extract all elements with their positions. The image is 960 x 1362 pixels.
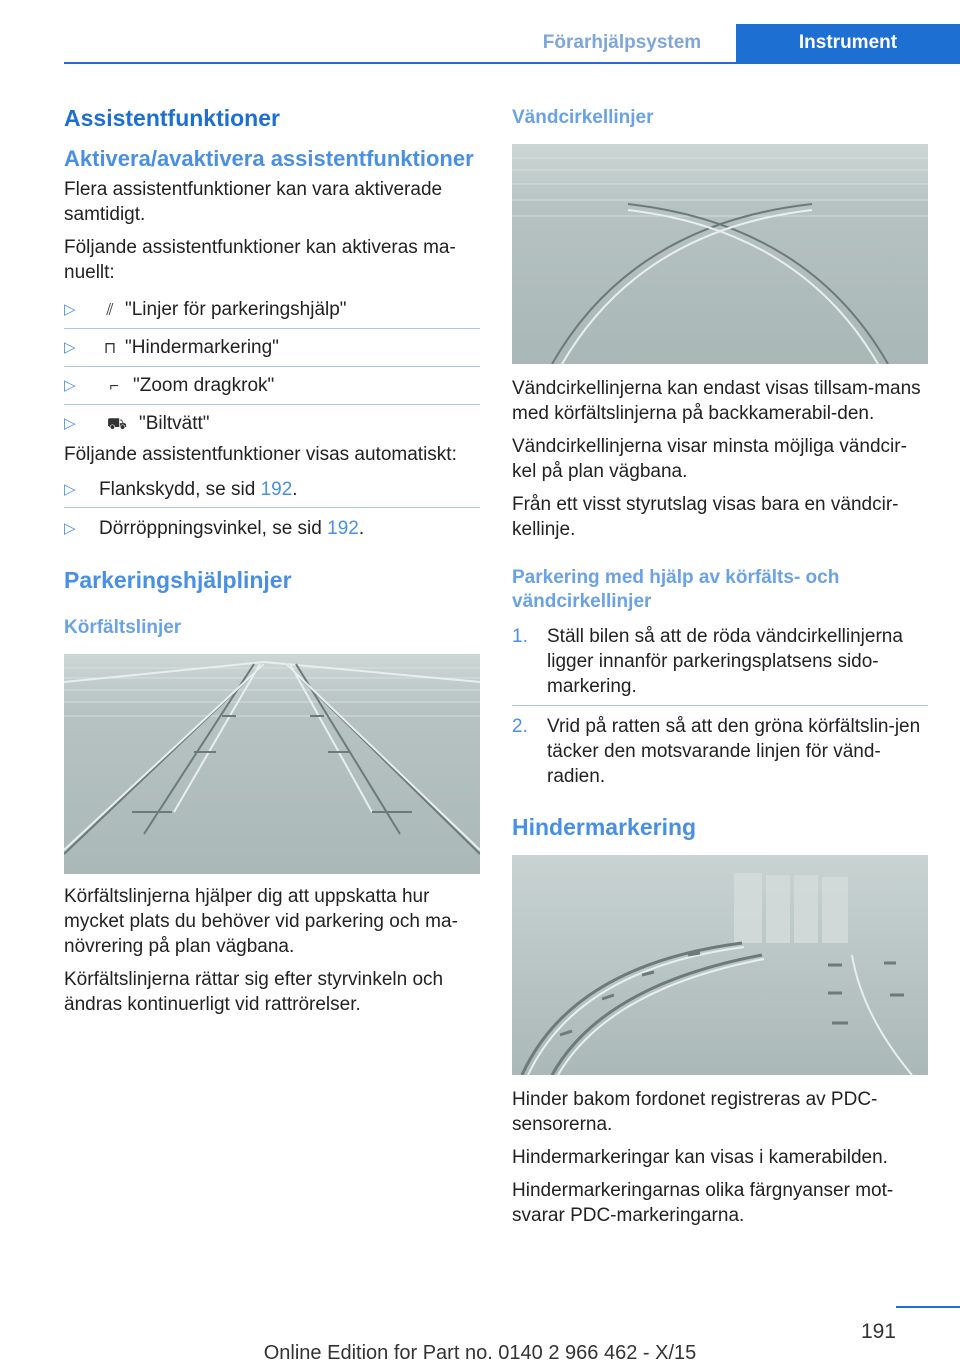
list-item: ▷ ⌐ "Zoom dragkrok" — [64, 367, 480, 405]
bullet-marker-icon: ▷ — [64, 377, 76, 394]
paragraph-obstacle-3: Hindermarkeringarnas olika färgnyanser mot‐svarar PDC-markeringarna. — [512, 1180, 894, 1226]
heading-parking-lines: Parkeringshjälplinjer — [64, 567, 292, 593]
section-tab: Förarhjälpsystem — [542, 32, 702, 53]
list-item: ▷ ⫽ "Linjer för parkeringshjälp" — [64, 289, 480, 329]
paragraph-obstacle-1: Hinder bakom fordonet registreras av PDC-sensorerna. — [512, 1089, 878, 1135]
bullet-marker-icon: ▷ — [64, 339, 76, 356]
bullet-marker-icon: ▷ — [64, 481, 76, 498]
turning-circle-image — [512, 144, 928, 364]
paragraph-turn-3: Från ett visst styrutslag visas bara en vändcir‐kellinje. — [512, 494, 899, 540]
car-wash-icon: ⛟ — [106, 416, 128, 433]
list-item: ▷ ⊓ "Hindermarkering" — [64, 329, 480, 367]
page-number: 191 — [860, 1320, 896, 1343]
manual-list — [64, 289, 480, 440]
paragraph-lanes-1: Körfältslinjerna hjälper dig att uppskatta hur mycket plats du behöver vid parkering och ma‐növrering på plan vägbana. — [64, 886, 458, 957]
list-item: 2. Vrid på ratten så att den gröna körfältslin‐jen täcker den motsvarande linjen för vänd‐radien. — [512, 716, 921, 787]
steps-list — [512, 618, 928, 793]
paragraph-turn-1: Vändcirkellinjerna kan endast visas tillsam‐mans med körfältslinjerna på backkamerabil‐den. — [512, 378, 921, 424]
auto-list — [64, 469, 480, 546]
bullet-marker-icon: ▷ — [64, 520, 76, 537]
header-rule — [64, 62, 960, 64]
bullet-marker-icon: ▷ — [64, 415, 76, 432]
page-link[interactable]: 192 — [260, 479, 293, 500]
page-link[interactable]: 192 — [327, 518, 359, 539]
obstacle-marking-image — [512, 855, 928, 1075]
paragraph-turn-2: Vändcirkellinjerna visar minsta möjliga vändcir‐kel på plan vägbana. — [512, 436, 907, 482]
paragraph-multiple: Flera assistentfunktioner kan vara aktiverade samtidigt. — [64, 179, 443, 225]
left-column — [64, 96, 480, 1017]
right-column — [512, 96, 928, 1228]
heading-assistant-functions: Assistentfunktioner — [64, 105, 280, 131]
list-item: ▷ Dörröppningsvinkel, se sid 192. — [64, 518, 365, 539]
tow-hook-zoom-icon: ⌐ — [109, 378, 119, 395]
paragraph-obstacle-2: Hindermarkeringar kan visas i kamerabilden. — [512, 1147, 888, 1168]
heading-lanes: Körfältslinjer — [64, 617, 182, 638]
heading-obstacle-marking: Hindermarkering — [512, 814, 697, 840]
obstacle-marking-icon: ⊓ — [103, 340, 117, 357]
parking-lines-icon: ⫽ — [106, 302, 114, 319]
chapter-tab: Instrument — [736, 24, 960, 62]
heading-turning-circle: Vändcirkellinjer — [512, 107, 654, 128]
list-item: 1. Ställ bilen så att de röda vändcirkellinjerna ligger innanför parkeringsplatsens sido‐markering. — [512, 618, 928, 706]
paragraph-automatic: Följande assistentfunktioner visas automatiskt: — [64, 444, 457, 465]
heading-parking-with-lines: Parkering med hjälp av körfälts- och vändcirkellinjer — [512, 567, 840, 612]
lane-lines-image — [64, 654, 480, 874]
list-item: ▷ Flankskydd, se sid 192. — [64, 469, 480, 508]
heading-activate: Aktivera/avaktivera assistentfunktioner — [64, 146, 474, 171]
edition-note: Online Edition for Part no. 0140 2 966 462 - X/15 — [263, 1342, 697, 1362]
paragraph-lanes-2: Körfältslinjerna rättar sig efter styrvinkeln och ändras kontinuerligt vid rattrörelser. — [64, 969, 444, 1015]
bullet-marker-icon: ▷ — [64, 301, 76, 318]
list-item: ▷ ⛟ "Biltvätt" — [64, 405, 480, 440]
paragraph-manual: Följande assistentfunktioner kan aktiveras ma‐nuellt: — [64, 237, 456, 283]
footer-rule — [896, 1306, 960, 1308]
